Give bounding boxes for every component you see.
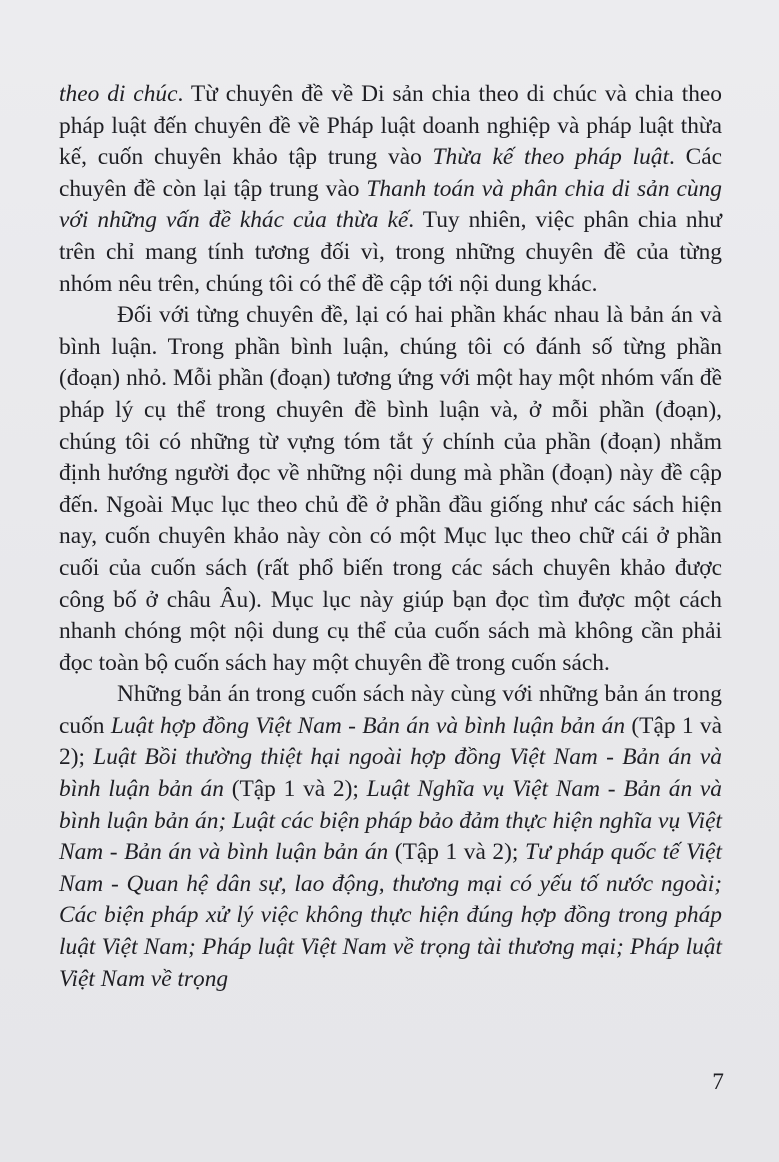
italic-run: Thừa kế theo pháp luật [432,144,670,171]
body-text [59,79,722,995]
paragraph-3 [59,679,722,995]
page-number: 7 [712,1069,724,1095]
text-run: (Tập 1 và 2); [388,839,525,866]
text-run: Những bản án trong cuốn sách này cùng với những bản án trong cuốn [59,681,722,739]
italic-run: Luật Bồi thường thiệt hại ngoài hợp đồng Việt Nam - Bản án và bình luận bản án [59,744,722,803]
text-run: . Các chuyên đề còn lại tập trung vào [59,144,723,202]
text-run: (Tập 1 và 2); [59,712,722,771]
text-run: . Từ chuyên đề về Di sản chia theo di chúc và chia theo pháp luật đến chuyên đề về Pháp luật doanh nghiệp và pháp luật thừa kế, cuốn chuyên khảo tập trung vào [59,81,722,171]
text-run: Đối với từng chuyên đề, lại có hai phần khác nhau là bản án và bình luận. Trong phần bình luận, chúng tôi có đánh số từng phần (đoạn) nhỏ. Mỗi phần (đoạn) tương ứng với một hay một nhóm vấn đề pháp lý cụ thể trong chuyên đề bình luận và, ở mỗi phần (đoạn), chúng tôi có những từ vựng tóm tắt ý chính của phần (đoạn) nhằm định hướng người đọc về những nội dung mà phần (đoạn) này đề cập đến. Ngoài Mục lục theo chủ đề ở phần đầu giống như các sách hiện nay, cuốn chuyên khảo này còn có một Mục lục theo chữ cái ở phần cuối của cuốn sách (rất phổ biến trong các sách chuyên khảo được công bố ở châu Âu). Mục lục này giúp bạn đọc tìm được một cách nhanh chóng một nội dung cụ thể của cuốn sách mà không cần phải đọc toàn bộ cuốn sách hay một chuyên đề trong cuốn sách. [59,302,722,676]
italic-run: Luật hợp đồng Việt Nam - Bản án và bình luận bản án [110,712,626,739]
paragraph-1 [59,79,722,300]
paragraph-2 [59,300,722,679]
italic-run: Thanh toán và phân chia di sản cùng với những vấn đề khác của thừa kế [59,175,722,234]
italic-run: theo di chúc [59,81,178,107]
text-run: . Tuy nhiên, việc phân chia như trên chỉ mang tính tương đối vì, trong những chuyên đề của từng nhóm nêu trên, chúng tôi có thể đề cập tới nội dung khác. [59,207,722,297]
text-run: (Tập 1 và 2); [223,776,367,803]
italic-run: Luật Nghĩa vụ Việt Nam - Bản án và bình luận bản án; Luật các biện pháp bảo đảm thực hiện nghĩa vụ Việt Nam - Bản án và bình luận bản án [59,776,722,866]
italic-run: Tư pháp quốc tế Việt Nam - Quan hệ dân sự, lao động, thương mại có yếu tố nước ngoài; Các biện pháp xử lý việc không thực hiện đúng hợp đồng trong pháp luật Việt Nam; Pháp luật Việt Nam về trọng tài thương mại; Pháp luật Việt Nam về trọng [59,839,722,992]
